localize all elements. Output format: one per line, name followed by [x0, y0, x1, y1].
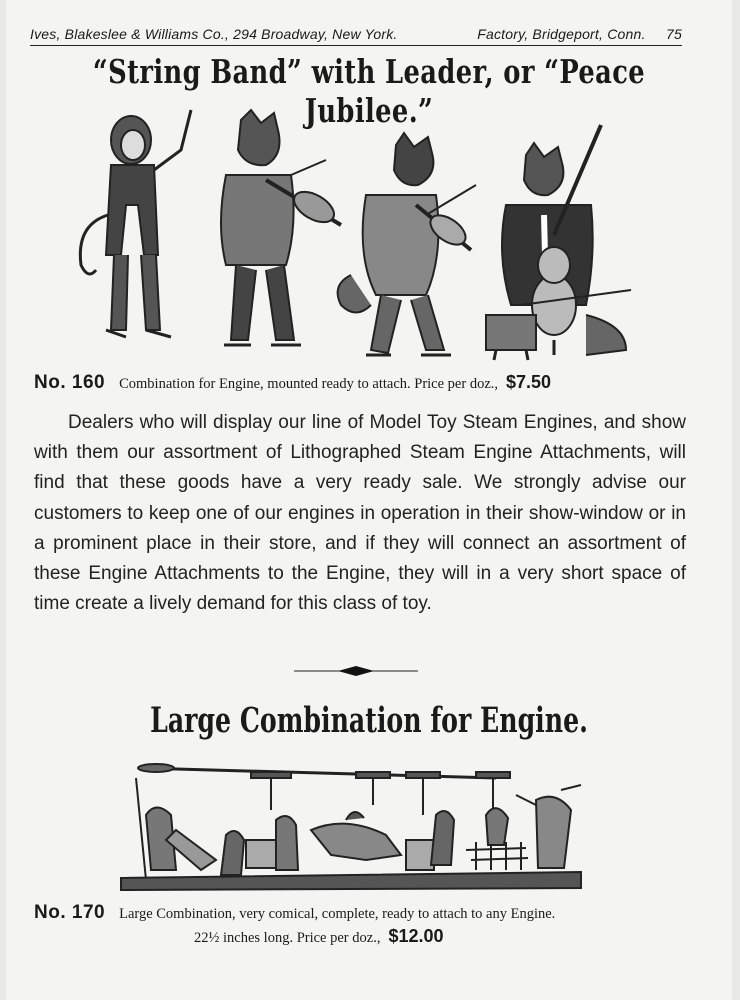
bass-cat-figure	[486, 125, 631, 360]
body-paragraph: Dealers who will display our line of Model Toy Steam Engines, and show with them our assortment of Lithographed Steam Engine Attachments, will find that these goods have a very ready sale. We strongly advise our customers to keep one of our engines in operation in their show-window or in a prominent place in their store, and if they will connect an assortment of these Engine Attachments to the Engine, they will in a very short space of time create a lively demand for this class of toy.	[34, 412, 686, 615]
page-number: 75	[666, 26, 682, 42]
header-factory: Factory, Bridgeport, Conn. 75	[477, 26, 682, 42]
item-number-160: No. 160	[34, 372, 106, 393]
divider-ornament	[294, 664, 418, 678]
catalog-page	[6, 0, 732, 1000]
string-band-illustration	[66, 105, 646, 370]
violin-cat-figure-1	[221, 110, 341, 345]
caption-no-170	[34, 902, 714, 947]
caption-no-160	[34, 372, 694, 394]
item-description-170-line2: 22½ inches long. Price per doz.,	[194, 930, 381, 946]
monkey-leader-figure	[80, 110, 191, 337]
violin-cat-figure-2	[338, 133, 476, 355]
large-combination-illustration	[116, 760, 586, 895]
header-company: Ives, Blakeslee & Williams Co., 294 Broadway, New York.	[30, 26, 398, 42]
section-title-string-band: “String Band” with Leader, or “Peace Jubilee.”	[92, 52, 646, 130]
item-price-160: $7.50	[506, 372, 552, 392]
item-description-170-line1: Large Combination, very comical, complete, ready to attach to any Engine.	[119, 906, 556, 922]
section-title-large-combination: Large Combination for Engine.	[150, 700, 588, 741]
item-price-170: $12.00	[388, 926, 444, 946]
item-number-170: No. 170	[34, 902, 106, 923]
page-header	[30, 26, 682, 46]
item-description-160: Combination for Engine, mounted ready to attach. Price per doz.,	[119, 376, 498, 392]
